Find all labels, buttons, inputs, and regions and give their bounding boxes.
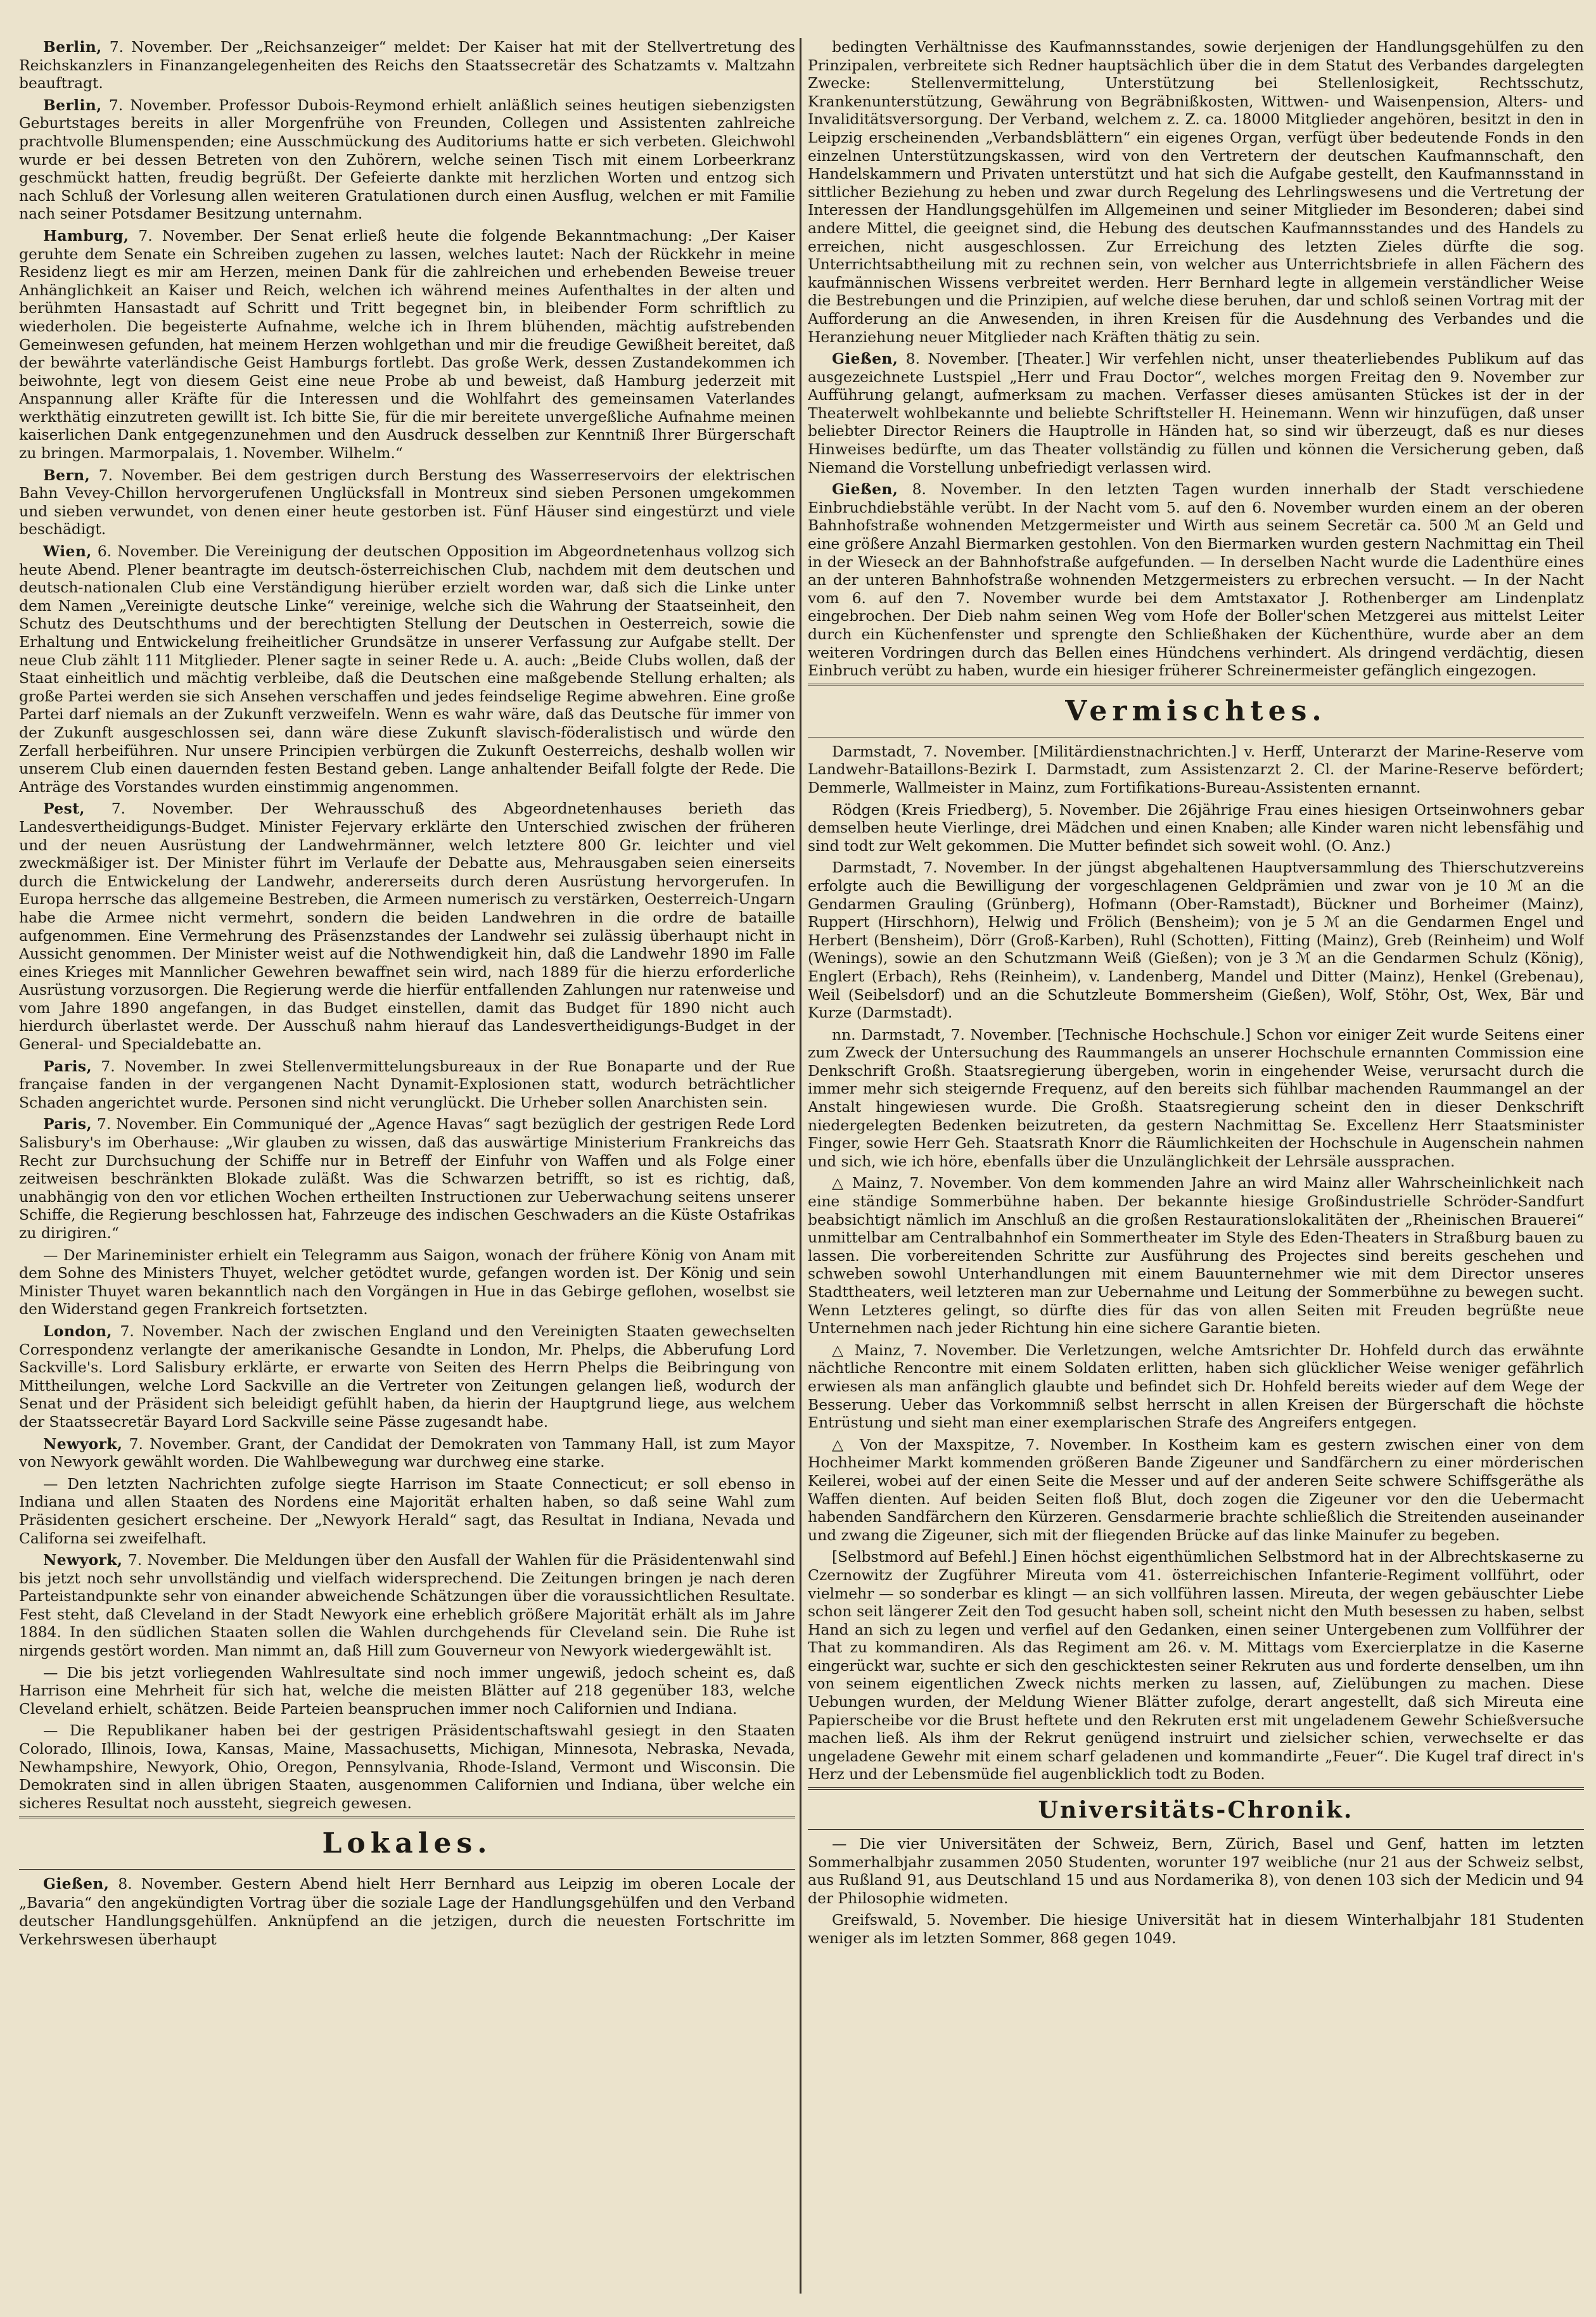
article-text: △ Mainz, 7. November. Die Verletzungen, welche Amtsrichter Dr. Hohfeld durch das erwähnte nächtliche Rencontre mit einem Soldaten erlitten, haben sich glücklicher Weise weniger gefährlich erwiesen als man anfänglich glaubte und befindet sich Dr. Hohfeld bereits wieder auf dem Wege der Besserung. Ueber das Vorkommniß selbst herrscht in allen Kreisen der Bürgerschaft die höchste Entrüstung und sieht man einer exemplarischen Strafe des Angreifers entgegen. [808,1341,1584,1432]
article-text: Greifswald, 5. November. Die hiesige Universität hat in diesem Winterhalbjahr 181 Studenten weniger als im letzten Sommer, 868 gegen 1049. [808,1911,1584,1947]
article-text: nn. Darmstadt, 7. November. [Technische Hochschule.] Schon vor einiger Zeit wurde Seitens einer zum Zweck der Untersuchung des Raummangels an unserer Hochschule ernannten Commission eine Denkschrift Großh. Staatsregierung übergeben, worin in eingehender Weise, verursacht durch die immer mehr sich steigernde Frequenz, auf den bereits sich fühlbar machenden Raummangel an der Anstalt hingewiesen wurde. Die Großh. Staatsregierung scheint den in dieser Denkschrift niedergelegten Bedenken beizutreten, da gestern Nachmittag Se. Excellenz Herr Staatsminister Finger, sowie Herr Geh. Staatsrath Knorr die Räumlichkeiten der Hochschule in Augenschein nahmen und sich, wie ich höre, ebenfalls über die Unzulänglichkeit der Lehrsäle aussprachen. [808,1025,1584,1170]
article-paragraph [19,1875,795,1949]
dateline-place: Gießen, [832,480,898,499]
local-section-continued [808,38,1584,680]
dateline-place: Berlin, [43,38,102,56]
article-text: 7. November. Professor Dubois-Reymond erhielt anläßlich seines heutigen siebenzigsten Geburtstages bereits in aller Morgenfrühe von Freunden, Collegen und Assistenten zahlreiche prachtvolle Blumenspenden; eine Ausschmückung des Auditoriums hatte er sich verbeten. Gleichwohl wurde er bei dessen Betreten von den Zuhörern, welche seinen Tisch mit einem Lorbeerkranz geschmückt hatten, freudig begrüßt. Der Gefeierte dankte mit herzlichen Worten und entzog sich nach Schluß der Vorlesung allen weiteren Gratulationen durch einen Ausflug, welchen er mit Familie nach seiner Potsdamer Besitzung unternahm. [19,96,795,223]
article-paragraph [808,1341,1584,1432]
dateline-place: Gießen, [43,1875,110,1893]
article-paragraph [19,1115,795,1242]
article-text: Darmstadt, 7. November. In der jüngst abgehaltenen Hauptversammlung des Thierschutzvereins erfolgte auch die Bewilligung der vorgeschlagenen Geldprämien und zwar von je 10 ℳ an die Gendarmen Grauling (Grünberg), Hofmann (Ober-Ramstadt), Bückner und Borheimer (Mainz), Ruppert (Hirschhorn), Helwig und Frölich (Bensheim); von je 5 ℳ an die Gendarmen Engel und Herbert (Bensheim), Dörr (Groß-Karben), Ruhl (Schotten), Fitting (Mainz), Greb (Reinheim) und Wolf (Wenings), sowie an den Schutzmann Weiß (Gießen); von je 3 ℳ an die Gendarmen Schulz (König), Englert (Erbach), Rehs (Reinheim), v. Landenberg, Mandel und Ditter (Mainz), Henkel (Grebenau), Weil (Seibelsdorf) und an die Schutzleute Bommersheim (Gießen), Wolf, Stöhr, Ost, Wex, Bär und Kurze (Darmstadt). [808,859,1584,1022]
right-column [808,38,1584,2294]
article-paragraph [19,466,795,539]
article-paragraph [808,1436,1584,1545]
article-paragraph [19,1721,795,1812]
section-divider [808,1829,1584,1830]
column-divider [800,38,801,2294]
article-paragraph [808,1835,1584,1907]
article-text: 7. November. Ein Communiqué der „Agence Havas“ sagt bezüglich der gestrigen Rede Lord Salisbury's im Oberhause: „Wir glauben zu wissen, daß das auswärtige Ministerium Frankreichs das Recht zur Durchsuchung der Schiffe nur in Betreff der Einfuhr von Waffen und als Folge einer zeitweisen beschränkten Blokade zuläßt. Was die Schwarzen betrifft, so ist es richtig, daß, unabhängig von den vor etlichen Wochen ertheilten Instructionen zur Ueberwachung seitens unserer Schiffe, die Regierung beschlossen hat, Fahrzeuge des indischen Geschwaders an die Küste Ostafrikas zu dirigiren.“ [19,1115,795,1242]
article-text: — Die Republikaner haben bei der gestrigen Präsidentschaftswahl gesiegt in den Staaten Colorado, Illinois, Iowa, Kansas, Maine, Massachusetts, Michigan, Minnesota, Nebraska, Nevada, Newhampshire, Newyork, Ohio, Oregon, Pennsylvania, Rhode-Island, Vermont und Wisconsin. Die Demokraten sind in allen übrigen Staaten, ausgenommen Californien und Indiana, über welche ein sicheres Resultat noch aussteht, siegreich gewesen. [19,1721,795,1812]
article-text: 7. November. Nach der zwischen England und den Vereinigten Staaten gewechselten Correspondenz verlangte der amerikanische Gesandte in London, Mr. Phelps, die Abberufung Lord Sackville's. Lord Salisbury erklärte, er erwarte von Seiten des Herrn Phelps die Beibringung von Mittheilungen, welche Lord Sackville an die Vertreter von Zeitungen gelangen ließ, wodurch der Senat und der Präsident sich beleidigt gefühlt haben, da hierin der Hauptgrund liege, aus welchem der Staatssecretär Bayard Lord Sackville seine Pässe zugesandt habe. [19,1322,795,1431]
article-paragraph [808,350,1584,476]
section-divider [808,684,1584,686]
article-text: 6. November. Die Vereinigung der deutschen Opposition im Abgeordnetenhaus vollzog sich heute Abend. Plener beantragte im deutsch-österreichischen Club, nachdem mit dem deutschen und deutsch-nationalen Club eine Verständigung hierüber erzielt worden war, daß sich die Linke unter dem Namen „Vereinigte deutsche Linke“ vereinige, welche sich die Wahrung der Staatseinheit, den Schutz des Deutschthums und der berechtigten Stellung der Deutschen in Oesterreich, sowie die Erhaltung und Entwickelung freiheitlicher Grundsätze in unserer Verfassung zur Aufgabe stellt. Der neue Club zählt 111 Mitglieder. Plener sagte in seiner Rede u. A. auch: „Beide Clubs wollen, daß der Staat einheitlich und mächtig verbleibe, daß die Deutschen eine maßgebende Stellung erhalten; als große Partei werden sie sich Ansehen verschaffen und jedes feindselige Regime abwehren. Eine große Partei darf niemals an der Zukunft verzweifeln. Wenn es wahr wäre, daß das Deutsche für immer von der Zukunft ausgeschlossen sei, dann wäre diese Zukunft slavisch-föderalistisch und würde den Zerfall herbeiführen. Nur unsere Principien verbürgen die Zukunft Oesterreichs, deshalb wollen wir unserem Club einen dauernden festen Bestand geben. Lange anhaltender Beifall folgte der Rede. Die Anträge des Vorstandes wurden einstimmig angenommen. [19,542,795,796]
article-text: — Der Marineminister erhielt ein Telegramm aus Saigon, wonach der frühere König von Anam mit dem Sohne des Ministers Thuyet, welcher getödtet wurde, gefangen worden ist. Der König und sein Minister Thuyet waren bekanntlich nach den Vorgängen in Hue in das Gebirge geflohen, woselbst sie den Widerstand gegen Frankreich fortsetzten. [19,1246,795,1318]
dateline-place: Wien, [43,542,92,561]
article-text: 7. November. Der Wehrausschuß des Abgeordnetenhauses berieth das Landesvertheidigungs-Budget. Minister Fejervary erklärte den Unterschied zwischen der früheren und der neuen Ausrüstung der Landwehrmänner, welch letztere 800 Gr. leichter und viel zweckmäßiger ist. Der Minister führt im Verlaufe der Debatte aus, Mehrausgaben seien einerseits durch die Entwickelung der Landwehr, andererseits durch deren Ausrüstung hervorgerufen. In Europa herrsche das allgemeine Bestreben, die Armeen numerisch zu verstärken, Oesterreich-Ungarn habe die Armee nicht vermehrt, sondern die beiden Landwehren in die ordre de bataille aufgenommen. Eine Vermehrung des Präsenzstandes der Landwehr sei zulässig überhaupt nicht in Aussicht genommen. Der Minister weist auf die Nothwendigkeit hin, daß die Landwehr 1890 im Falle eines Krieges mit Mannlicher Gewehren bewaffnet sein wird, nach 1889 für die hierzu erforderliche Ausrüstung vorzusorgen. Die Regierung werde die hierfür entfallenden Zahlungen nur ratenweise und vom Jahre 1890 angefangen, in das Budget einstellen, damit das Budget für 1890 nicht auch hierdurch überlastet werde. Der Ausschuß nahm hierauf das Landesvertheidigungs-Budget in der General- und Specialdebatte an. [19,800,795,1054]
local-section [19,1875,795,1949]
article-paragraph [808,38,1584,346]
section-divider [808,1787,1584,1790]
section-divider [19,1816,795,1818]
dateline-place: Newyork, [43,1434,123,1453]
dateline-place: Newyork, [43,1551,123,1569]
article-paragraph [19,1664,795,1718]
article-paragraph [808,1548,1584,1784]
left-column [19,38,795,2294]
article-paragraph [808,1911,1584,1947]
article-paragraph [19,800,795,1053]
politics-section [19,38,795,1812]
dateline-place: Bern, [43,466,91,484]
article-paragraph [19,1246,795,1318]
article-paragraph [19,38,795,93]
article-paragraph [19,1475,795,1547]
dateline-place: Pest, [43,800,85,818]
article-text: 8. November. Gestern Abend hielt Herr Bernhard aus Leipzig im oberen Locale der „Bavaria“ den angekündigten Vortrag über die soziale Lage der Handlungsgehülfen und den Verband deutscher Handlungsgehülfen. Anknüpfend an die jetzigen, durch die neuesten Fortschritte im Verkehrswesen überhaupt [19,1875,795,1949]
article-paragraph [808,1026,1584,1171]
article-paragraph [808,480,1584,680]
article-text: 7. November. In zwei Stellenvermittelungsbureaux in der Rue Bonaparte und der Rue française fanden in der vergangenen Nacht Dynamit-Explosionen statt, wodurch beträchtlicher Schaden angerichtet wurde. Personen sind nicht verunglückt. Die Urheber sollen Anarchisten sein. [19,1057,795,1111]
article-paragraph [19,227,795,463]
article-paragraph [19,1435,795,1471]
dateline-place: Berlin, [43,96,102,114]
article-paragraph [19,542,795,796]
univ-section [808,1835,1584,1948]
article-text: 7. November. Bei dem gestrigen durch Berstung des Wasserreservoirs der elektrischen Bahn Vevey-Chillon hervorgerufenen Unglücksfall in Montreux sind sieben Personen umgekommen und sieben verwundet, von denen einer heute gestorben ist. Fünf Häuser sind eingestürzt und viele beschädigt. [19,466,795,539]
article-text: — Die bis jetzt vorliegenden Wahlresultate sind noch immer ungewiß, jedoch scheint es, daß Harrison eine Mehrheit für sich hat, welche die meisten Blätter auf 218 gegenüber 183, welche Cleveland erhielt, schätzen. Beide Parteien beanspruchen immer noch Californien und Indiana. [19,1663,795,1718]
article-text: △ Von der Maxspitze, 7. November. In Kostheim kam es gestern zwischen einer von dem Hochheimer Markt kommenden größeren Bande Zigeuner und Sandfärchern zu einer mörderischen Keilerei, wobei auf der einen Seite die Messer und auf der anderen Seite schwere Schiffsgeräthe als Waffen dienten. Auf beiden Seiten floß Blut, doch zogen die Zigeuner vor den die Uebermacht habenden Sandfärchern den Kürzeren. Gensdarmerie brachte schließlich die Streitenden auseinander und zwang die Zigeuner, sich mit der fliegenden Brücke auf das linke Mainufer zu begeben. [808,1435,1584,1544]
section-title-vermischtes: Vermischtes. [1065,694,1327,727]
dateline-place: Paris, [43,1057,93,1075]
dateline-place: Gießen, [832,350,898,368]
article-text: Darmstadt, 7. November. [Militärdienstnachrichten.] v. Herff, Unterarzt der Marine-Reserve vom Landwehr-Bataillons-Bezirk I. Darmstadt, zum Assistenzarzt 2. Cl. der Marine-Reserve befördert; Demmerle, Wallmeister in Mainz, zum Fortifikations-Bureau-Assistenten ernannt. [808,742,1584,796]
article-text: 7. November. Die Meldungen über den Ausfall der Wahlen für die Präsidentenwahl sind bis jetzt noch sehr unvollständig und vielfach widersprechend. Die Zeitungen bringen je nach deren Parteistandpunkte sehr von einander abweichende Schätzungen über die voraussichtlichen Resultate. Fest steht, daß Cleveland in der Stadt Newyork eine erheblich größere Majorität erhält als im Jahre 1884. In den südlichen Staaten sollen die Wahlen durchgehends für Cleveland sein. Die Ruhe ist nirgends gestört worden. Man nimmt an, daß Hill zum Gouverneur von Newyork wiedergewählt ist. [19,1551,795,1660]
article-text: Rödgen (Kreis Friedberg), 5. November. Die 26jährige Frau eines hiesigen Ortseinwohners gebar demselben heute Vierlinge, drei Mädchen und einen Knaben; alle Kinder waren nicht lebensfähig und sind todt zur Welt gekommen. Die Mutter befindet sich soweit wohl. (O. Anz.) [808,800,1584,855]
section-title-lokales: Lokales. [322,1827,492,1860]
article-text: 7. November. Grant, der Candidat der Demokraten von Tammany Hall, ist zum Mayor von Newyork gewählt worden. Die Wahlbewegung war durchweg eine starke. [19,1434,795,1471]
article-text: 8. November. In den letzten Tagen wurden innerhalb der Stadt verschiedene Einbruchdiebstähle verübt. In der Nacht vom 5. auf den 6. November wurden einem an der oberen Bahnhofstraße wohnenden Metzgermeister und Wirth aus seinem Secretär ca. 500 ℳ an Geld und eine größere Anzahl Biermarken gestohlen. Von den Biermarken wurden gestern Nachmittag ein Theil in der Wieseck an der Bahnhofstraße aufgefunden. — In derselben Nacht wurde die Ladenthüre eines an der unteren Bahnhofstraße wohnenden Metzgermeisters zu erbrechen versucht. — In der Nacht vom 6. auf den 7. November wurde bei dem Amtstaxator J. Rothenberger am Lindenplatz eingebrochen. Der Dieb nahm seinen Weg vom Hofe der Boller'schen Metzgerei aus mittelst Leiter durch ein Küchenfenster und sprengte den Schließhaken der Küchenthüre, wurde aber an dem weiteren Vordringen durch das Bellen eines Hündchens verhindert. Als dringend verdächtig, diesen Einbruch verübt zu haben, wurde ein hiesiger früherer Schreinermeister gefänglich eingezogen. [808,480,1584,680]
dateline-place: Paris, [43,1115,93,1133]
section-title-universitaets-chronik: Universitäts-Chronik. [1038,1797,1354,1824]
article-paragraph [808,801,1584,855]
article-text: bedingten Verhältnisse des Kaufmannsstandes, sowie derjenigen der Handlungsgehülfen zu den Prinzipalen, verbreitete sich Redner hauptsächlich über die in dem Statut des Verbandes dargelegten Zwecke: Stellenvermittelung, Unterstützung bei Stellenlosigkeit, Rechtsschutz, Krankenunterstützung, Gewährung von Begräbnißkosten, Wittwen- und Waisenpension, Alters- und Invaliditätsversorgung. Der Verband, welchem z. Z. ca. 18000 Mitglieder angehören, besitzt in den in Leipzig erscheinenden „Verbandsblättern“ ein eigenes Organ, verfügt über bedeutende Fonds in den einzelnen Unterstützungskassen, wird von den Vertretern der deutschen Kaufmannschaft, den Handelskammern und Privaten unterstützt und hat sich die Aufgabe gestellt, den Kaufmannsstand in sittlicher Beziehung zu heben und zwar durch Regelung des Lehrlingswesens und die Vertretung der Interessen der Handlungsgehülfen im Allgemeinen und seiner Mitglieder im Besonderen; dabei sind andere Mittel, die geeignet sind, die Hebung des deutschen Kaufmannsstandes und des Handels zu erreichen, nicht ausgeschlossen. Zur Erreichung des letzten Zieles dürfte die sog. Unterrichtsabtheilung mit zu rechnen sein, von welcher aus Unterrichtsbriefe in allen Fächern des kaufmännischen Wissens verbreitet werden. Herr Bernhard legte in allgemein verständlicher Weise die Bestrebungen und die Prinzipien, auf welche diese beruhen, dar und schloß seinen Vortrag mit der Aufforderung an die Anwesenden, in ihren Kreisen für die Ausdehnung des Verbandes und die Heranziehung neuer Mitglieder nach Kräften thätig zu sein. [808,38,1584,346]
article-text: — Den letzten Nachrichten zufolge siegte Harrison im Staate Connecticut; er soll ebenso in Indiana und allen Staaten des Nordens eine Majorität erhalten haben, so daß seine Wahl zum Präsidenten gesichert erscheine. Der „Newyork Herald“ sagt, das Resultat in Indiana, Nevada und Californa sei zweifelhaft. [19,1474,795,1547]
dateline-place: London, [43,1322,112,1340]
article-text: [Selbstmord auf Befehl.] Einen höchst eigenthümlichen Selbstmord hat in der Albrechtskaserne zu Czernowitz der Zugführer Mireuta vom 41. österreichischen Infanterie-Regiment vollführt, oder vielmehr — so sonderbar es klingt — an sich vollführen lassen. Mireuta, der wegen gebäuschter Liebe schon seit längerer Zeit den Tod gesucht haben soll, scheint nicht den Muth besessen zu haben, selbst Hand an sich zu legen und verfiel auf den Gedanken, einen seiner Untergebenen zum Vollführer der That zu kommandiren. Als das Regiment am 26. v. M. Mittags vom Exercierplatze in die Kaserne eingerückt war, suchte er sich den geschicktesten seiner Rekruten aus und forderte denselben, um ihn von seinem eigentlichen Zweck nichts merken zu lassen, auf, Zielübungen zu machen. Diese Uebungen wurden, der Meldung Wiener Blätter zufolge, derart angestellt, daß sich Mireuta eine Papierscheibe vor die Brust heftete und den Rekruten erst mit ungeladenem Gewehr Schießversuche machen ließ. Als ihm der Rekrut genügend instruirt und zielsicher schien, verwechselte er das ungeladene Gewehr mit einem scharf geladenen und kommandirte „Feuer“. Die Kugel traf direct in's Herz und der Lebensmüde fiel augenblicklich todt zu Boden. [808,1548,1584,1784]
article-paragraph [19,96,795,223]
article-paragraph [19,1551,795,1660]
article-paragraph [19,1057,795,1112]
article-paragraph [19,1322,795,1431]
article-text: — Die vier Universitäten der Schweiz, Bern, Zürich, Basel und Genf, hatten im letzten Sommerhalbjahr zusammen 2050 Studenten, worunter 197 weibliche (nur 21 aus der Schweiz selbst, aus Rußland 91, aus Deutschland 15 und aus Nordamerika 8), von denen 103 sich der Medicin und 94 der Philosophie widmeten. [808,1835,1584,1907]
article-paragraph [808,1174,1584,1337]
article-paragraph [808,859,1584,1021]
section-divider [19,1869,795,1870]
article-text: 8. November. [Theater.] Wir verfehlen nicht, unser theaterliebendes Publikum auf das ausgezeichnete Lustspiel „Herr und Frau Doctor“, welches morgen Freitag den 9. November zur Aufführung gelangt, aufmerksam zu machen. Verfasser dieses amüsanten Stückes ist der in der Theaterwelt wohlbekannte und beliebte Schriftsteller H. Heinemann. Wenn wir hinzufügen, daß unser beliebter Director Reiners die Hauptrolle in Händen hat, so sind wir überzeugt, daß es nur dieses Hinweises bedürfte, um das Theater vollständig zu füllen und können die Versicherung geben, daß Niemand die Vorstellung unbefriedigt verlassen wird. [808,350,1584,476]
article-text: 7. November. Der „Reichsanzeiger“ meldet: Der Kaiser hat mit der Stellvertretung des Reichskanzlers in Finanzangelegenheiten des Reichs den Staatssecretär des Schatzamts v. Maltzahn beauftragt. [19,38,795,93]
article-paragraph [808,743,1584,797]
misc-section [808,743,1584,1784]
dateline-place: Hamburg, [43,226,129,245]
article-text: △ Mainz, 7. November. Von dem kommenden Jahre an wird Mainz aller Wahrscheinlichkeit nach eine ständige Sommerbühne haben. Der bekannte hiesige Großindustrielle Schröder-Sandfurt beabsichtigt nämlich im Anschluß an die großen Restaurationslokalitäten der „Rheinischen Brauerei“ unmittelbar am Centralbahnhof ein Sommertheater im Style des Eden-Theaters in Straßburg bauen zu lassen. Die vorbereitenden Schritte zur Ausführung des Projectes sind bereits geschehen und schweben sowohl Unterhandlungen mit einem Bauunternehmer wie mit dem Director unseres Stadttheaters, weil letzteren man zur Uebernahme und Leitung der Sommerbühne zu bewegen sucht. Wenn Letzteres gelingt, so dürfte dies für das von allen Seiten mit Freuden begrüßte neue Unternehmen nach jeder Richtung hin eine sichere Garantie bieten. [808,1174,1584,1337]
article-text: 7. November. Der Senat erließ heute die folgende Bekanntmachung: „Der Kaiser geruhte dem Senate ein Schreiben zugehen zu lassen, welches lautet: Nach der Rückkehr in meine Residenz liegt es mir am Herzen, meinen Dank für die zahlreichen und erhebenden Beweise treuer Anhänglichkeit an Kaiser und Reich, welchen ich während meines Aufenthaltes in der alten und berühmten Hansastadt auf Schritt und Tritt begegnet bin, in bleibender Form schriftlich zu wiederholen. Die begeisterte Aufnahme, welche ich in Ihrem blühenden, mächtig aufstrebenden Gemeinwesen gefunden, hat meinem Herzen wohlgethan und mir die freudige Gewißheit bereitet, daß der bewährte vaterländische Geist Hamburgs fortlebt. Das große Werk, dessen Zustandekommen ich beiwohnte, legt von diesem Geist eine neue Probe ab und beweist, daß Hamburg jederzeit mit Anspannung aller Kräfte für die Interessen und die Wohlfahrt des gemeinsamen Vaterlandes werkthätig einzutreten gewillt ist. Ich bitte Sie, für die mir bereitete unvergeßliche Aufnahme meinen kaiserlichen Dank entgegenzunehmen und den Ausdruck desselben zur Kenntniß Ihrer Bürgerschaft zu bringen. Marmorpalais, 1. November. Wilhelm.“ [19,226,795,463]
